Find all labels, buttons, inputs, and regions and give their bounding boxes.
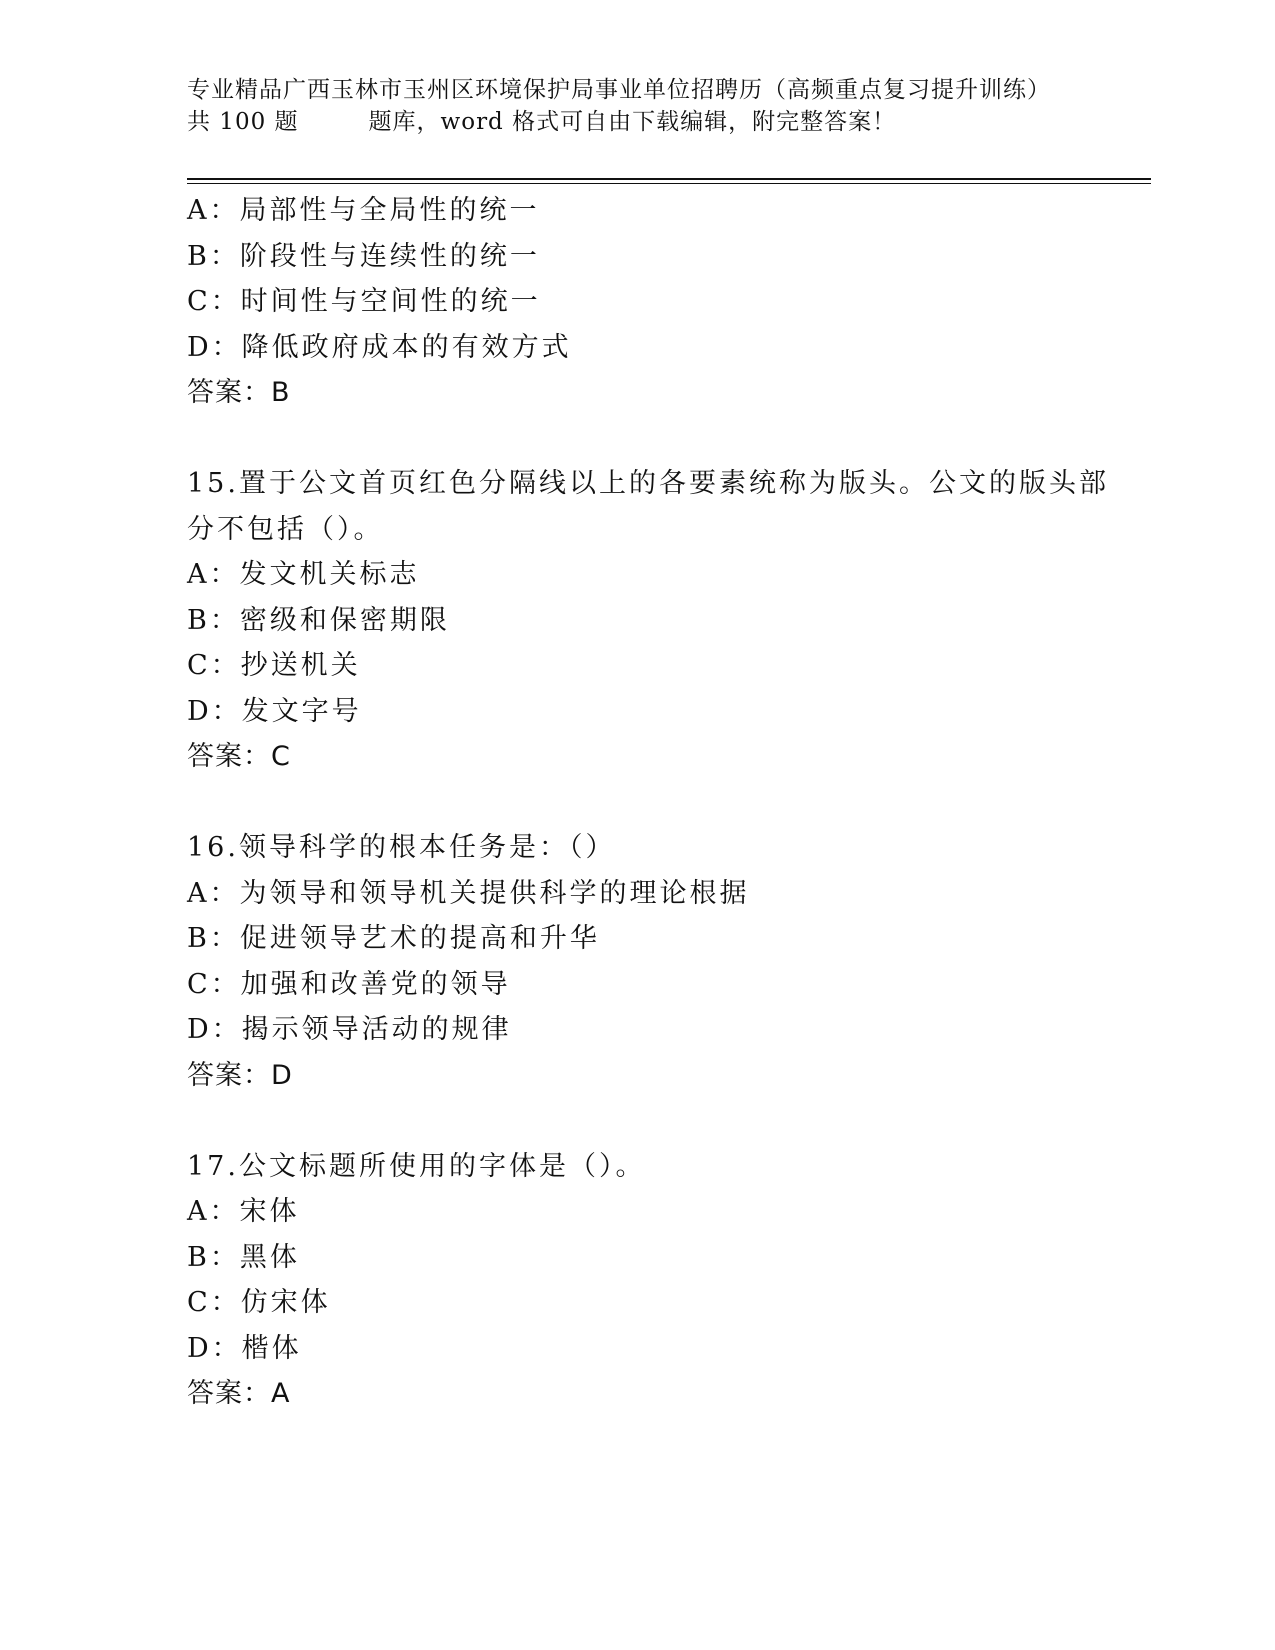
option-a: A：发文机关标志 bbox=[187, 559, 420, 590]
header-divider-thick bbox=[187, 178, 1151, 180]
option-a: A：宋体 bbox=[187, 1196, 300, 1227]
answer-line: 答案：C bbox=[187, 741, 291, 772]
question-block-17 bbox=[187, 1144, 1087, 1417]
option-d: D：楷体 bbox=[187, 1332, 302, 1364]
question-stem-line1: 17.公文标题所使用的字体是（）。 bbox=[187, 1150, 646, 1182]
option-a: A：局部性与全局性的统一 bbox=[187, 195, 540, 226]
option-d: D：降低政府成本的有效方式 bbox=[187, 331, 572, 363]
question-block-16 bbox=[187, 825, 1087, 1098]
answer-line: 答案：B bbox=[187, 377, 291, 408]
header-title-line1: 专业精品广西玉林市玉州区环境保护局事业单位招聘历（高频重点复习提升训练） bbox=[187, 77, 1051, 103]
page-header bbox=[187, 74, 1087, 138]
header-title-line2 bbox=[187, 106, 1087, 138]
option-b: B：密级和保密期限 bbox=[187, 604, 450, 636]
option-c: C：仿宋体 bbox=[187, 1287, 331, 1318]
header-divider-thin bbox=[187, 183, 1151, 184]
question-block-15 bbox=[187, 461, 1109, 780]
option-b: B：促进领导艺术的提高和升华 bbox=[187, 923, 600, 954]
answer-line: 答案：D bbox=[187, 1059, 293, 1091]
option-c: C：抄送机关 bbox=[187, 650, 361, 681]
option-a: A：为领导和领导机关提供科学的理论根据 bbox=[187, 877, 750, 909]
option-b: B：阶段性与连续性的统一 bbox=[187, 240, 540, 272]
option-d: D：揭示领导活动的规律 bbox=[187, 1014, 512, 1045]
question-block-previous bbox=[187, 188, 1087, 416]
option-c: C：时间性与空间性的统一 bbox=[187, 286, 541, 317]
question-list bbox=[187, 188, 1109, 1417]
option-b: B：黑体 bbox=[187, 1241, 300, 1273]
question-stem-line2: 分不包括（）。 bbox=[187, 513, 384, 545]
header-question-count: 共 100 题 bbox=[187, 109, 299, 135]
question-stem-line1: 16.领导科学的根本任务是：（） bbox=[187, 832, 616, 863]
question-stem-line1: 15.置于公文首页红色分隔线以上的各要素统称为版头。公文的版头部 bbox=[187, 468, 1109, 499]
answer-line: 答案：A bbox=[187, 1378, 291, 1409]
option-c: C：加强和改善党的领导 bbox=[187, 968, 511, 1000]
option-d: D：发文字号 bbox=[187, 695, 362, 727]
header-description: 题库，word 格式可自由下载编辑，附完整答案！ bbox=[368, 109, 897, 135]
